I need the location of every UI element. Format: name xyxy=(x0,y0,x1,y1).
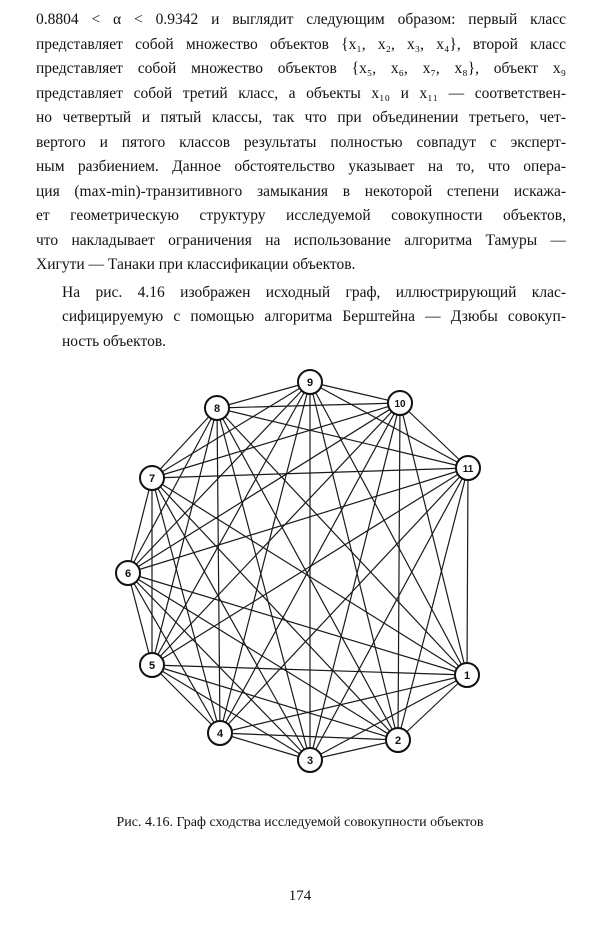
graph-node-7 xyxy=(140,466,164,490)
body-text xyxy=(36,8,566,354)
page-number: 174 xyxy=(288,888,312,904)
text-line: ным разбиением. Данное обстоятельство указывает на то, что опера- xyxy=(36,158,566,175)
graph-node-label: 1 xyxy=(463,670,471,682)
graph-edge-3-7 xyxy=(152,478,310,760)
graph-node-label: 11 xyxy=(462,464,474,475)
graph-edge-1-4 xyxy=(220,675,467,733)
graph-edge-4-11 xyxy=(220,468,471,733)
graph-edge-7-9 xyxy=(152,382,310,478)
graph-node-11 xyxy=(456,456,480,480)
graph-edge-9-10 xyxy=(310,382,400,403)
paragraph-2 xyxy=(36,281,566,355)
text-line: но четвертый и пятый классы, так что при объединении третьего, чет- xyxy=(36,109,566,126)
graph-edge-6-7 xyxy=(128,478,152,573)
graph-edge-8-10 xyxy=(217,403,400,408)
graph-edge-1-2 xyxy=(398,675,467,740)
graph-node-9 xyxy=(298,370,322,394)
graph-edge-4-8 xyxy=(217,408,220,733)
figure-caption: Рис. 4.16. Граф сходства исследуемой совокупности объектов xyxy=(116,815,484,830)
graph-edge-1-6 xyxy=(128,573,467,675)
graph-node-label: 9 xyxy=(306,377,314,389)
graph-edge-6-8 xyxy=(128,408,217,573)
graph-edge-1-11 xyxy=(467,468,468,675)
graph-node-label: 7 xyxy=(148,473,156,485)
graph-node-label: 4 xyxy=(216,728,224,740)
graph-node-label: 5 xyxy=(148,660,156,672)
graph-edge-5-6 xyxy=(128,573,152,665)
graph-node-5 xyxy=(140,653,164,677)
graph-edge-2-10 xyxy=(398,403,400,740)
graph-edge-10-11 xyxy=(400,403,468,468)
similarity-graph-figure xyxy=(0,355,600,785)
graph-node-8 xyxy=(205,396,229,420)
text-line: представляет собой множество объектов {x₁, x₂, x₃, x₄}, второй класс xyxy=(36,35,566,53)
graph-node-1 xyxy=(455,663,479,687)
graph-edge-7-10 xyxy=(152,403,400,478)
graph-node-label: 6 xyxy=(124,568,132,580)
text-line: что накладывает ограничения на использование алгоритма Тамуры — xyxy=(36,231,566,249)
graph-edge-3-10 xyxy=(310,403,400,760)
graph-node-label: 8 xyxy=(213,403,221,415)
graph-node-label: 10 xyxy=(394,399,406,410)
graph-edge-1-9 xyxy=(310,382,467,675)
text-line: представляет собой третий класс, а объекты x₁₀ и x₁₁ — соответствен- xyxy=(36,84,566,102)
graph-node-6 xyxy=(116,561,140,585)
text-line: ность объектов. xyxy=(62,332,167,350)
graph-edge-3-11 xyxy=(310,468,471,760)
graph-edge-2-3 xyxy=(310,740,398,760)
text-line: сифицируемую с помощью алгоритма Берштейна — Дзюбы совокуп- xyxy=(62,308,566,325)
graph-edge-3-8 xyxy=(217,408,310,760)
text-line: На рис. 4.16 изображен исходный граф, иллюстрирующий клас- xyxy=(62,283,566,301)
text-line: представляет собой множество объектов {x₅, x₆, x₇, x₈}, объект x₉ xyxy=(36,60,566,77)
text-line: Хигути — Танаки при классификации объектов. xyxy=(36,256,356,273)
graph-edge-8-9 xyxy=(217,382,310,408)
graph-node-10 xyxy=(388,391,412,415)
graph-node-2 xyxy=(386,728,410,752)
graph-edge-2-9 xyxy=(310,382,398,740)
graph-edge-2-11 xyxy=(398,468,471,740)
graph-node-3 xyxy=(298,748,322,772)
graph-node-4 xyxy=(208,721,232,745)
graph-edge-2-4 xyxy=(220,733,398,740)
graph-edge-8-11 xyxy=(217,408,468,468)
text-line: ет геометрическую структуру исследуемой совокупности объектов, xyxy=(36,207,566,224)
graph-node-label: 2 xyxy=(394,735,402,747)
text-line: 0.8804 < α < 0.9342 и выглядит следующим образом: первый класс xyxy=(36,11,566,28)
graph-edge-2-8 xyxy=(217,408,398,740)
graph-edge-1-10 xyxy=(400,403,467,675)
text-line: ция (max-min)-транзитивного замыкания в некоторой степени искажа- xyxy=(36,182,566,200)
graph-node-label: 3 xyxy=(306,755,314,767)
graph-edges xyxy=(128,382,471,760)
text-line: вертого и пятого классов результаты полностью совпадут с эксперт- xyxy=(36,133,566,151)
graph-edge-4-7 xyxy=(152,478,220,733)
paragraph-1 xyxy=(36,8,566,278)
